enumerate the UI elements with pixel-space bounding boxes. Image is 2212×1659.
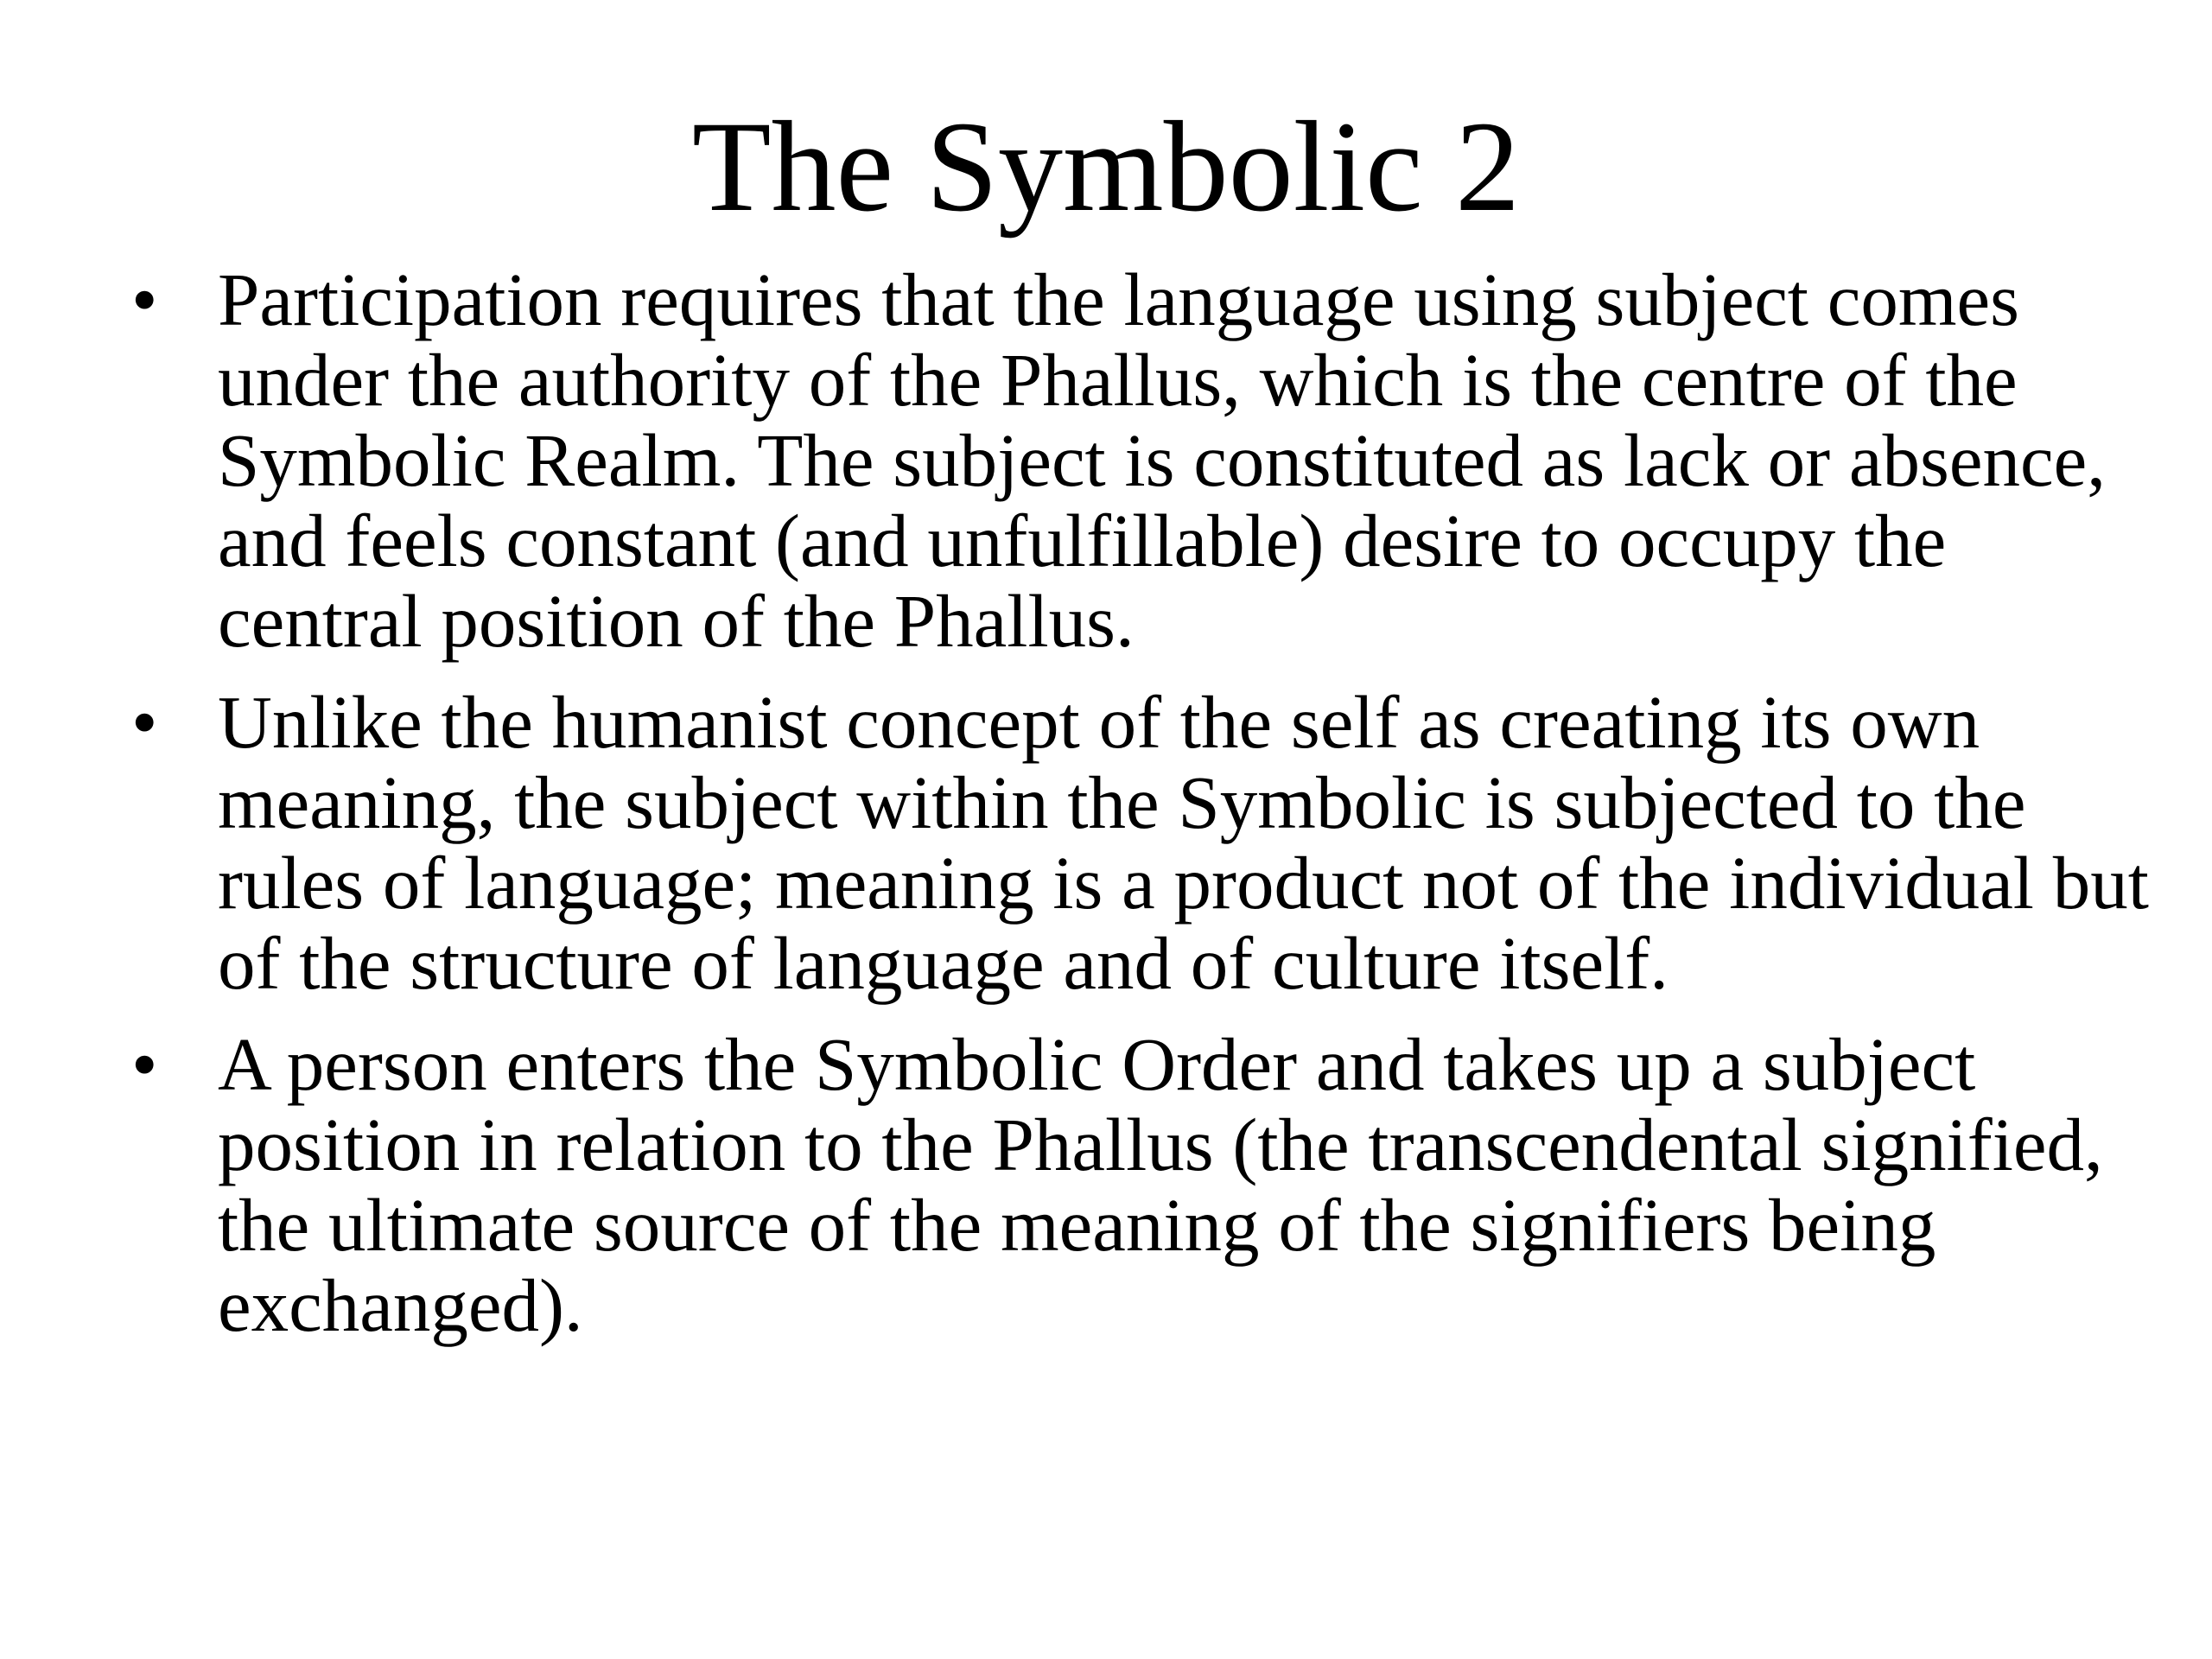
bullet-item (0, 1024, 2212, 1345)
bullet-item (0, 682, 2212, 1003)
bullet-text: Participation requires that the language using subject comes under the authority of the Phallus, which is the centre of the Symbolic Realm. The subject is constituted as lack or absence, and feels constant (and unfulfillable) desire to occupy the central position of the Phallus. (218, 257, 2106, 663)
bullet-icon: • (131, 680, 158, 764)
bullet-icon: • (131, 1022, 158, 1106)
bullet-list (0, 259, 2212, 1366)
slide-title: The Symbolic 2 (691, 95, 1521, 238)
bullet-text: Unlike the humanist concept of the self as creating its own meaning, the subject within the Symbolic is subjected to the rules of language; meaning is a product not of the individual but of the structure of language and of culture itself. (218, 680, 2149, 1005)
bullet-icon: • (131, 257, 158, 341)
bullet-text: A person enters the Symbolic Order and takes up a subject position in relation to the Phallus (the transcendental signified, the ultimate source of the meaning of the signifiers being exchanged). (218, 1022, 2103, 1347)
bullet-item (0, 259, 2212, 661)
